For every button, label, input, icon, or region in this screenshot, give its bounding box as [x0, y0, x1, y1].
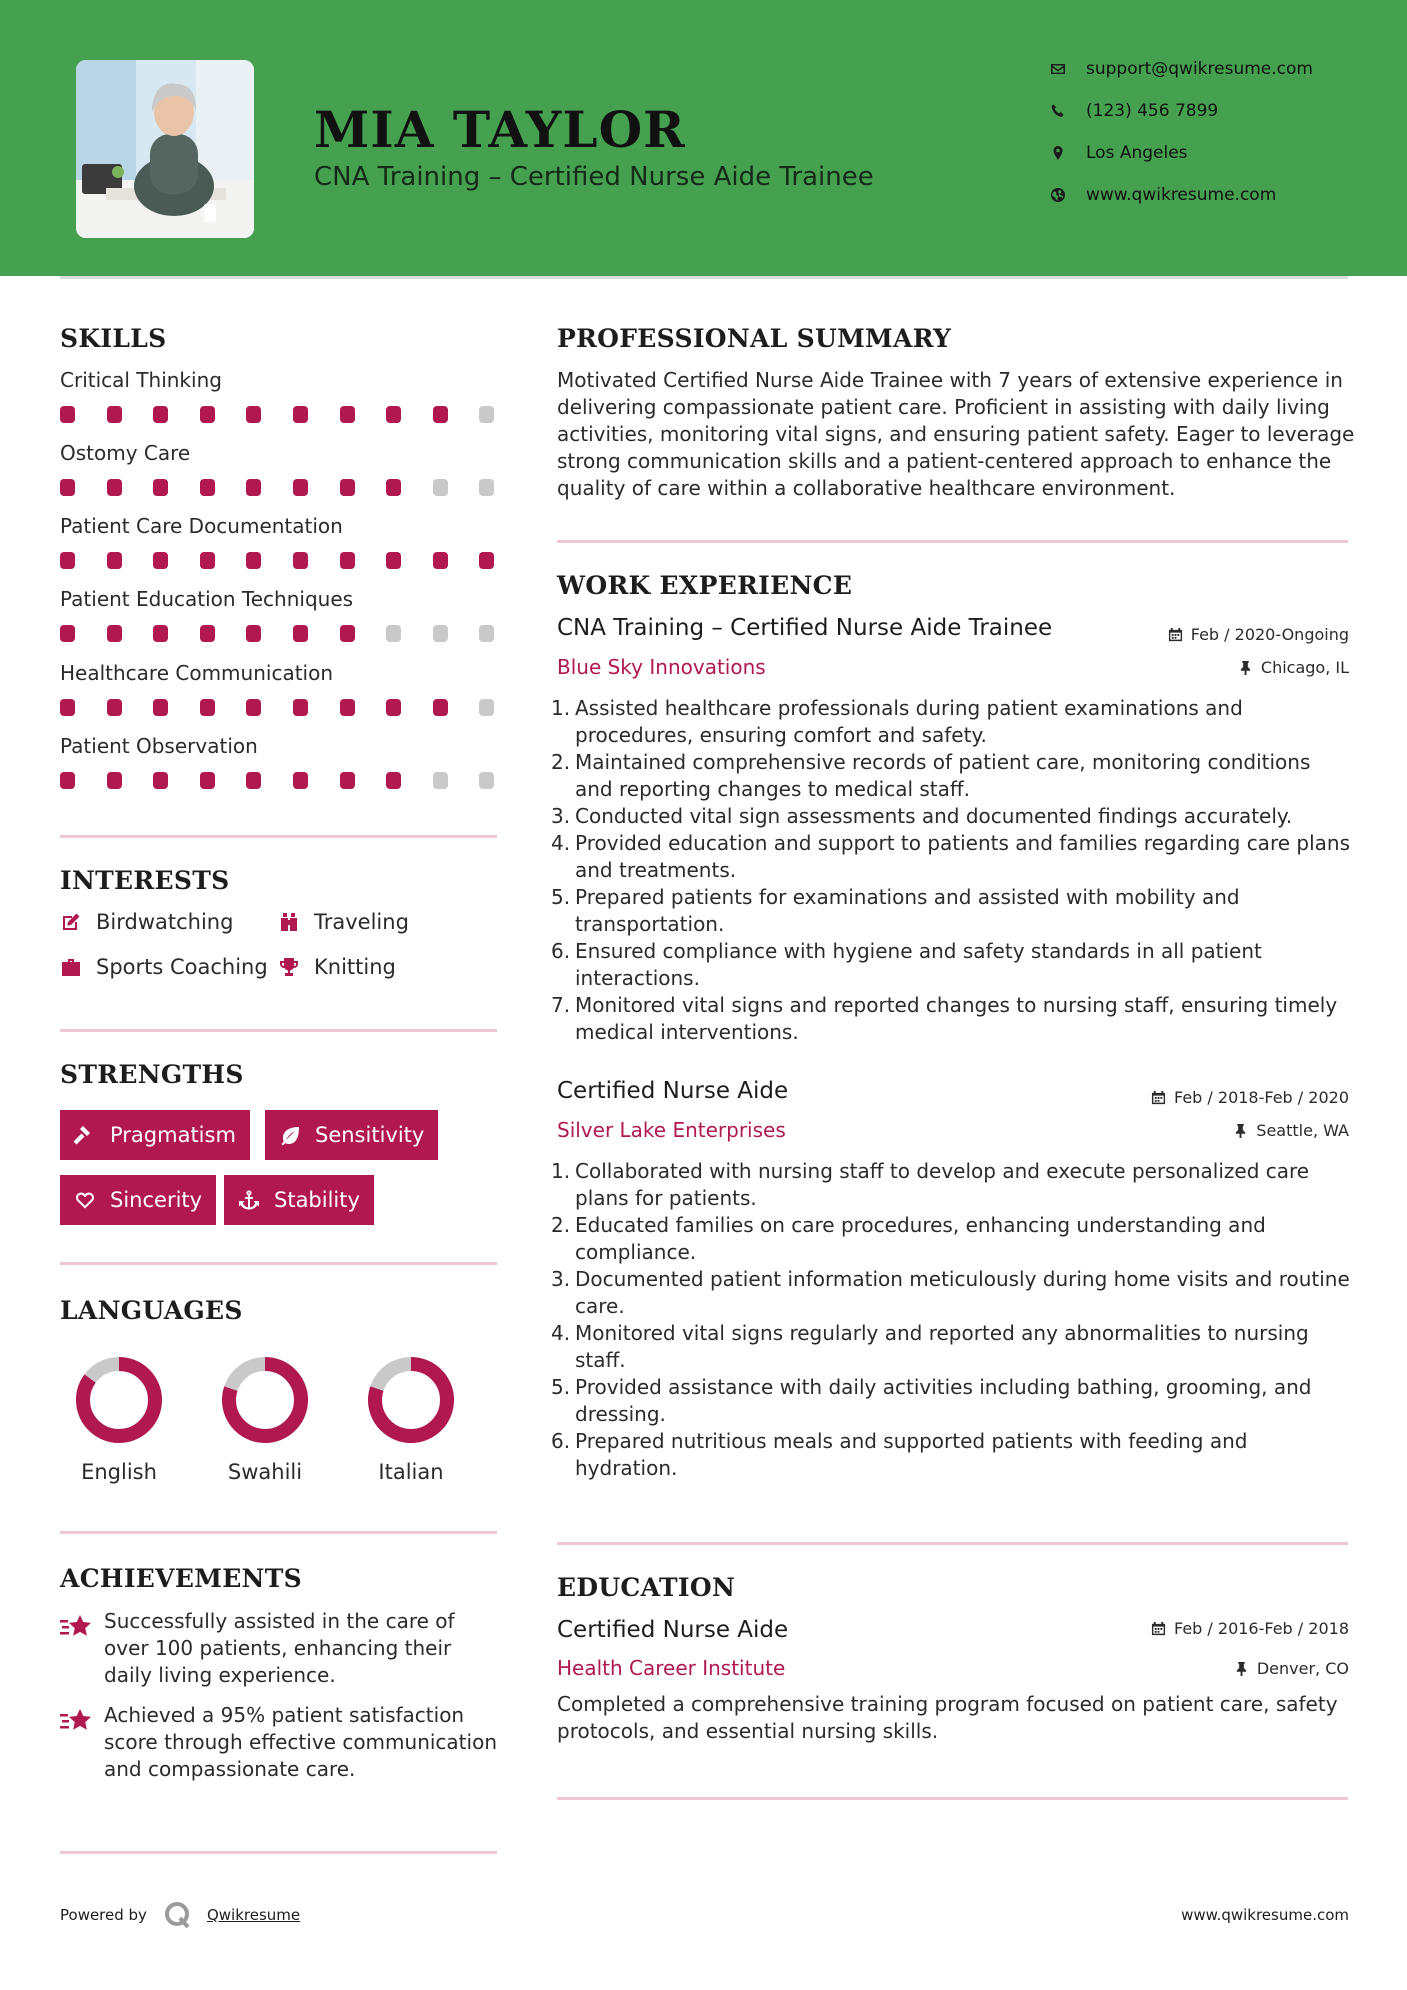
job-bullets — [551, 1158, 1351, 1482]
skill-rating — [60, 625, 500, 643]
achievement-text: Successfully assisted in the care of over 100 patients, enhancing their daily living experience. — [104, 1609, 455, 1687]
interest-item — [60, 955, 268, 979]
skill-dot — [200, 552, 215, 569]
education-dates-text: Feb / 2016-Feb / 2018 — [1174, 1619, 1349, 1638]
skill-dot — [479, 406, 494, 423]
section-divider — [60, 1531, 497, 1534]
job-bullet: 1. Assisted healthcare professionals during patient examinations and procedures, ensuring comfort and safety. — [551, 696, 1243, 747]
skill-dot — [153, 552, 168, 569]
skill-dot — [246, 406, 261, 423]
skill-dot — [386, 772, 401, 789]
interests-heading: INTERESTS — [60, 866, 230, 895]
language-label: Italian — [378, 1460, 444, 1484]
skill-dot — [153, 699, 168, 716]
calendar-icon — [1151, 1621, 1166, 1636]
skill-dot — [107, 479, 122, 496]
language-donut — [59, 1340, 179, 1460]
skill-dot — [246, 699, 261, 716]
skill-dot — [433, 552, 448, 569]
languages-heading: LANGUAGES — [60, 1296, 243, 1325]
education-heading: EDUCATION — [557, 1573, 736, 1602]
qwikresume-logo-icon — [163, 1900, 193, 1930]
skill-dot — [293, 479, 308, 496]
achievement-item — [60, 1702, 500, 1814]
skill-dot — [479, 552, 494, 569]
strength-label: Sensitivity — [315, 1123, 425, 1147]
degree-title: Certified Nurse Aide — [557, 1617, 789, 1643]
job-dates-text: Feb / 2018-Feb / 2020 — [1174, 1088, 1349, 1107]
skill-rating — [60, 772, 500, 790]
section-divider — [557, 540, 1348, 543]
skill-dot — [200, 772, 215, 789]
education-description: Completed a comprehensive training program focused on patient care, safety protocols, and essential nursing skills. — [557, 1692, 1338, 1743]
job-bullet: 3. Documented patient information meticulously during home visits and routine care. — [551, 1267, 1350, 1318]
strength-badge — [224, 1175, 374, 1225]
calendar-icon — [1151, 1090, 1166, 1105]
skill-dot — [386, 699, 401, 716]
heart-icon — [74, 1189, 96, 1211]
footer-website[interactable]: www.qwikresume.com — [1181, 1906, 1349, 1924]
skill-dot — [340, 699, 355, 716]
header-divider — [60, 276, 1348, 279]
skill-name: Patient Observation — [60, 734, 258, 758]
skill-name: Patient Care Documentation — [60, 514, 343, 538]
education-dates — [1151, 1619, 1349, 1638]
skill-dot — [60, 552, 75, 569]
skill-dot — [60, 772, 75, 789]
job-bullet: 4. Monitored vital signs regularly and reported any abnormalities to nursing staff. — [551, 1321, 1309, 1372]
skill-dot — [479, 625, 494, 642]
job-location-text: Seattle, WA — [1256, 1121, 1349, 1140]
skill-rating — [60, 479, 500, 497]
candidate-name: MIA TAYLOR — [314, 100, 686, 159]
contact-website-text: www.qwikresume.com — [1086, 185, 1277, 205]
skill-dot — [386, 625, 401, 642]
skill-name: Healthcare Communication — [60, 661, 334, 685]
skill-dot — [60, 406, 75, 423]
job-location-text: Chicago, IL — [1260, 658, 1349, 677]
interest-label: Birdwatching — [96, 910, 234, 934]
skill-dot — [153, 406, 168, 423]
envelope-icon — [1050, 61, 1086, 77]
footer-powered-by — [60, 1900, 300, 1930]
job-bullet: 6. Prepared nutritious meals and supported patients with feeding and hydration. — [551, 1429, 1248, 1480]
achievements-heading: ACHIEVEMENTS — [60, 1564, 302, 1593]
skill-dot — [200, 699, 215, 716]
skill-dot — [479, 479, 494, 496]
strength-label: Sincerity — [110, 1188, 203, 1212]
calendar-icon — [1168, 627, 1183, 642]
skill-rating — [60, 406, 500, 424]
section-divider — [60, 1851, 497, 1854]
qwikresume-link[interactable]: Qwikresume — [206, 1906, 301, 1924]
contact-location — [1050, 140, 1380, 166]
skill-dot — [433, 479, 448, 496]
gavel-icon — [74, 1124, 96, 1146]
skill-dot — [246, 625, 261, 642]
skill-dot — [107, 772, 122, 789]
skill-dot — [153, 479, 168, 496]
job-bullet: 5. Prepared patients for examinations and assisted with mobility and transportation. — [551, 885, 1240, 936]
skill-dot — [386, 406, 401, 423]
skill-dot — [107, 625, 122, 642]
candidate-title: CNA Training – Certified Nurse Aide Trainee — [314, 162, 874, 192]
skill-dot — [340, 479, 355, 496]
pencil-square-icon — [60, 911, 82, 933]
summary-text: Motivated Certified Nurse Aide Trainee with 7 years of extensive experience in delivering compassionate patient care. Proficient in assisting with daily living activities, monitoring vital signs, and ensuring patient safety. Eager to leverage strong communication skills and a patient-centered approach to enhance the quality of care within a collaborative healthcare environment. — [557, 368, 1355, 500]
language-donut — [351, 1340, 471, 1460]
map-marker-icon — [1050, 145, 1086, 161]
interest-item — [60, 910, 233, 934]
powered-by-text: Powered by — [60, 1906, 147, 1924]
strengths-heading: STRENGTHS — [60, 1060, 244, 1089]
language-donut — [205, 1340, 325, 1460]
skill-dot — [433, 772, 448, 789]
job-title: CNA Training – Certified Nurse Aide Trainee — [557, 615, 1053, 641]
skill-dot — [340, 772, 355, 789]
trophy-icon — [278, 956, 300, 978]
anchor-icon — [238, 1189, 260, 1211]
skill-dot — [107, 406, 122, 423]
skill-rating — [60, 552, 500, 570]
job-bullet: 3. Conducted vital sign assessments and documented findings accurately. — [551, 804, 1293, 828]
contact-location-text: Los Angeles — [1086, 143, 1188, 163]
contact-phone-text: (123) 456 7899 — [1086, 101, 1219, 121]
skill-dot — [293, 552, 308, 569]
globe-icon — [1050, 187, 1086, 203]
section-divider — [60, 1262, 497, 1265]
phone-icon — [1050, 103, 1086, 119]
section-divider — [60, 835, 497, 838]
skill-dot — [433, 406, 448, 423]
skill-dot — [107, 699, 122, 716]
skill-name: Critical Thinking — [60, 368, 222, 392]
company-name: Silver Lake Enterprises — [557, 1118, 786, 1142]
contact-email-text: support@qwikresume.com — [1086, 59, 1313, 79]
job-dates-text: Feb / 2020-Ongoing — [1190, 625, 1349, 644]
contact-email[interactable] — [1050, 56, 1380, 82]
education-location-text: Denver, CO — [1256, 1659, 1349, 1678]
job-bullet: 2. Educated families on care procedures, enhancing understanding and compliance. — [551, 1213, 1266, 1264]
job-bullet: 5. Provided assistance with daily activities including bathing, grooming, and dressing. — [551, 1375, 1312, 1426]
education-location — [1234, 1659, 1349, 1678]
pushpin-icon — [1233, 1123, 1248, 1138]
skill-dot — [479, 772, 494, 789]
interest-item — [278, 955, 396, 979]
skill-dot — [200, 479, 215, 496]
company-name: Blue Sky Innovations — [557, 655, 766, 679]
achievement-item — [60, 1608, 500, 1692]
job-bullet: 1. Collaborated with nursing staff to develop and execute personalized care plans for patients. — [551, 1159, 1310, 1210]
skill-dot — [60, 625, 75, 642]
strength-label: Stability — [274, 1188, 360, 1212]
language-label: English — [81, 1460, 157, 1484]
skill-dot — [479, 699, 494, 716]
skill-dot — [60, 479, 75, 496]
summary-heading: PROFESSIONAL SUMMARY — [557, 324, 952, 353]
job-bullet: 4. Provided education and support to patients and families regarding care plans and treatments. — [551, 831, 1350, 882]
leaf-icon — [279, 1124, 301, 1146]
skill-dot — [246, 772, 261, 789]
skill-dot — [340, 552, 355, 569]
language-label: Swahili — [227, 1460, 303, 1484]
skill-name: Ostomy Care — [60, 441, 191, 465]
pushpin-icon — [1238, 660, 1253, 675]
star-icon — [60, 1614, 94, 1640]
skill-dot — [107, 552, 122, 569]
section-divider — [60, 1029, 497, 1032]
job-location — [1238, 658, 1349, 677]
school-name: Health Career Institute — [557, 1656, 786, 1680]
achievement-text: Achieved a 95% patient satisfaction score through effective communication and compassionate care. — [104, 1703, 497, 1781]
job-bullet: 6. Ensured compliance with hygiene and safety standards in all patient interactions. — [551, 939, 1262, 990]
star-icon — [60, 1708, 94, 1734]
skill-dot — [293, 772, 308, 789]
strength-label: Pragmatism — [110, 1123, 236, 1147]
skill-dot — [386, 552, 401, 569]
experience-heading: WORK EXPERIENCE — [557, 571, 853, 600]
skill-dot — [246, 552, 261, 569]
skill-dot — [340, 406, 355, 423]
strength-badge — [60, 1175, 216, 1225]
job-bullet: 7. Monitored vital signs and reported changes to nursing staff, ensuring timely medical interventions. — [551, 993, 1338, 1044]
strength-badge — [60, 1110, 250, 1160]
skill-dot — [293, 406, 308, 423]
skill-dot — [153, 772, 168, 789]
pushpin-icon — [1234, 1661, 1249, 1676]
skill-dot — [293, 625, 308, 642]
briefcase-icon — [60, 956, 82, 978]
skill-dot — [153, 625, 168, 642]
profile-photo — [76, 60, 254, 238]
job-location — [1233, 1121, 1349, 1140]
contact-website[interactable] — [1050, 182, 1380, 208]
strength-badge — [265, 1110, 438, 1160]
skill-dot — [200, 625, 215, 642]
skill-rating — [60, 699, 500, 717]
skill-dot — [200, 406, 215, 423]
job-bullets — [551, 695, 1351, 1046]
skill-name: Patient Education Techniques — [60, 587, 354, 611]
skill-dot — [386, 479, 401, 496]
interest-label: Traveling — [314, 910, 409, 934]
contact-phone[interactable] — [1050, 98, 1380, 124]
skill-dot — [246, 479, 261, 496]
binoculars-icon — [278, 911, 300, 933]
skill-dot — [340, 625, 355, 642]
skill-dot — [433, 625, 448, 642]
job-dates — [1168, 625, 1349, 644]
job-dates — [1151, 1088, 1349, 1107]
skill-dot — [60, 699, 75, 716]
interest-item — [278, 910, 409, 934]
section-divider — [557, 1797, 1348, 1800]
job-title: Certified Nurse Aide — [557, 1078, 789, 1104]
skill-dot — [433, 699, 448, 716]
skills-heading: SKILLS — [60, 324, 167, 353]
resume-header — [0, 0, 1407, 276]
interest-label: Sports Coaching — [96, 955, 268, 979]
interest-label: Knitting — [314, 955, 396, 979]
job-bullet: 2. Maintained comprehensive records of patient care, monitoring conditions and reporting changes to medical staff. — [551, 750, 1311, 801]
skill-dot — [293, 699, 308, 716]
section-divider — [557, 1542, 1348, 1545]
